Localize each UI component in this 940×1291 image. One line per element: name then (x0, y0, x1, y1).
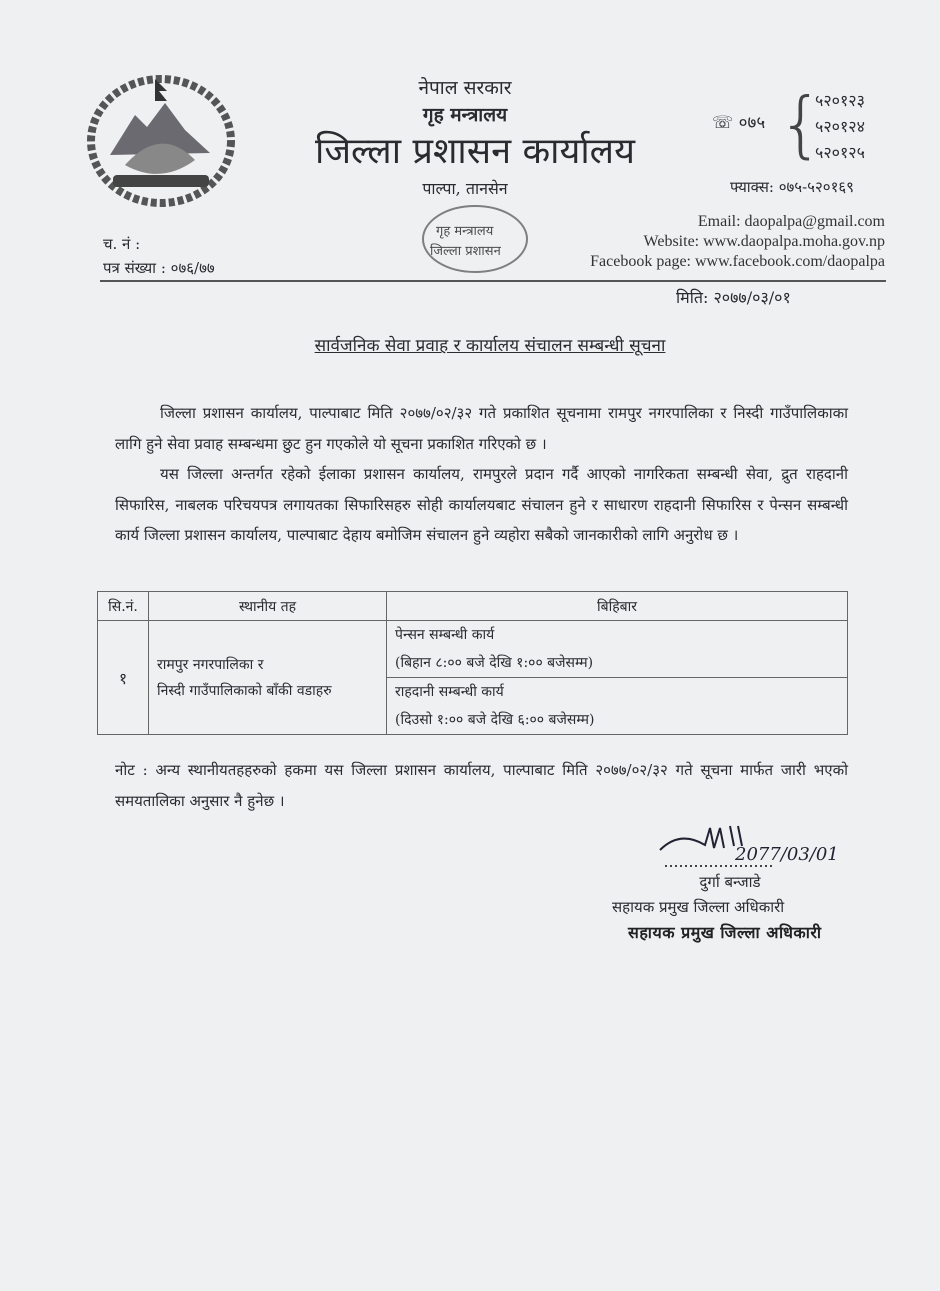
designation-stamp: सहायक प्रमुख जिल्ला अधिकारी (628, 923, 822, 942)
email: Email: daopalpa@gmail.com (697, 213, 885, 230)
letter-date: मिति: २०७७/०३/०१ (676, 288, 791, 307)
website: Website: www.daopalpa.moha.gov.np (643, 233, 885, 250)
phone-number: ५२०१२३ (815, 91, 865, 110)
local-level-line: रामपुर नगरपालिका र (157, 656, 264, 673)
header-divider (100, 280, 886, 282)
svg-text:गृह मन्त्रालय: गृह मन्त्रालय (436, 224, 494, 239)
handwritten-signature (610, 820, 840, 870)
header-sn: सि.नं. (98, 592, 149, 621)
government-name: नेपाल सरकार (418, 77, 512, 99)
cell-local-level (149, 621, 387, 735)
signatory-name: दुर्गा बन्जाडे (699, 873, 761, 891)
signatory-designation: सहायक प्रमुख जिल्ला अधिकारी (612, 898, 785, 916)
paragraph: यस जिल्ला अन्तर्गत रहेको ईलाका प्रशासन कार्यालय, रामपुरले प्रदान गर्दै आएको नागरिकता सम्बन्धी सेवा, द्रुत राहदानी सिफारिस, नाबलक परिचयपत्र लगायतका सिफारिसहरु सोही कार्यालयबाट संचालन हुने र साधारण राहदानी सिफारिस र पेन्सन सम्बन्धी कार्य जिल्ला प्रशासन कार्यालय, पाल्पाबाट देहाय बमोजिम संचालन हुने व्यहोरा सबैको जानकारीको लागि अनुरोध छ । (115, 465, 848, 544)
header-thursday: बिहिबार (387, 592, 848, 621)
note: नोट : अन्य स्थानीयतहहरुको हकमा यस जिल्ला प्रशासन कार्यालय, पाल्पाबाट मिति २०७७/०२/३२ गते सूचना मार्फत जारी भएको समयतालिका अनुसार नै हुनेछ । (115, 761, 848, 810)
notice-title: सार्वजनिक सेवा प्रवाह र कार्यालय संचालन सम्बन्धी सूचना (314, 336, 666, 356)
dispatch-number: च. नं : (103, 235, 141, 253)
phone-numbers (815, 88, 865, 166)
area-code: ०७५ (738, 113, 766, 133)
fax-number: फ्याक्स: ०७५-५२०१६९ (730, 178, 854, 196)
office-location: पाल्पा, तानसेन (422, 179, 508, 198)
phone-number: ५२०१२५ (815, 143, 865, 162)
phone-number: ५२०१२४ (815, 117, 865, 136)
service-name: राहदानी सम्बन्धी कार्य (395, 684, 504, 700)
office-name: जिल्ला प्रशासन कार्यालय (315, 131, 635, 172)
schedule-table (97, 591, 848, 735)
letter-number: पत्र संख्या : ०७६/७७ (103, 259, 215, 277)
ministry-name: गृह मन्त्रालय (422, 104, 508, 126)
phone-area (712, 112, 765, 134)
local-level-line: निस्दी गाउँपालिकाको बाँकी वडाहरु (157, 682, 332, 699)
nepal-emblem-logo (85, 75, 237, 207)
table-row (98, 621, 848, 678)
telephone-icon: ☏ (712, 113, 734, 133)
cell-service (387, 678, 848, 735)
table-header-row (98, 592, 848, 621)
brace: { (778, 82, 824, 166)
office-stamp (420, 203, 530, 275)
service-time: (दिउसो १:०० बजे देखि ६:०० बजेसम्म) (395, 712, 595, 728)
service-time: (बिहान ८:०० बजे देखि १:०० बजेसम्म) (395, 655, 594, 671)
svg-text:जिल्ला प्रशासन: जिल्ला प्रशासन (430, 244, 501, 259)
service-name: पेन्सन सम्बन्धी कार्य (395, 627, 495, 643)
header-local-level: स्थानीय तह (149, 592, 387, 621)
cell-service (387, 621, 848, 678)
facebook-page: Facebook page: www.facebook.com/daopalpa (590, 253, 885, 270)
paragraph: जिल्ला प्रशासन कार्यालय, पाल्पाबाट मिति २०७७/०२/३२ गते प्रकाशित सूचनामा रामपुर नगरपालिका र निस्दी गाउँपालिकाका लागि हुने सेवा प्रवाह सम्बन्धमा छुट हुन गएकोले यो सूचना प्रकाशित गरिएको छ । (115, 404, 848, 453)
svg-text:2077/03/01: 2077/03/01 (735, 844, 839, 865)
cell-sn: १ (98, 621, 149, 735)
